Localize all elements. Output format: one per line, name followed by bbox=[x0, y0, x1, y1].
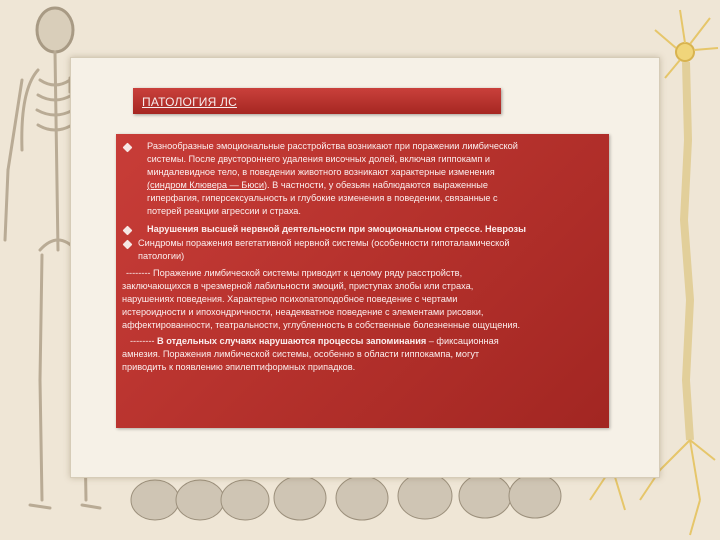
syndrome-link[interactable]: (синдром Клювера — Бюси bbox=[147, 180, 264, 190]
paragraph-2-line-2: амнезия. Поражения лимбической системы, особенно в области гиппокампа, могут bbox=[122, 349, 480, 359]
paragraph-2-rest: – фиксационная bbox=[426, 336, 499, 346]
bullet-1-line-5: гиперфагия, гиперсексуальность и глубокие изменения в поведении, связанные с bbox=[147, 193, 498, 203]
paragraph-2-bold: В отдельных случаях нарушаются процессы запоминания bbox=[157, 336, 427, 346]
skull-row-illustration bbox=[131, 473, 561, 520]
bullet-3-line-1: Синдромы поражения вегетативной нервной системы (особенности гипоталамической bbox=[138, 238, 510, 248]
paragraph-2-line-1 bbox=[130, 335, 499, 348]
bullet-1-line-2: системы. После двустороннего удаления височных долей, включая гиппокамп и bbox=[147, 154, 491, 164]
paragraph-1-line-4: истероидности и ипохондричности, неадекватное поведение с элементами рисовки, bbox=[122, 307, 484, 317]
bullet-1-line-6: потерей реакции агрессии и страха. bbox=[147, 206, 301, 216]
paragraph-1-line-5: аффектированности, театральности, углубленность в собственные болезненные ощущения. bbox=[122, 320, 521, 330]
slide-title: ПАТОЛОГИЯ ЛС bbox=[142, 95, 237, 109]
paragraph-2-line-3: приводить к появлению эпилептиформных припадков. bbox=[122, 362, 356, 372]
paragraph-1-line-1: -------- Поражение лимбической системы приводит к целому ряду расстройств, bbox=[126, 268, 463, 278]
paragraph-1-line-3: нарушениях поведения. Характерно психопатоподобное поведение с чертами bbox=[122, 294, 458, 304]
bullet-1-line-4 bbox=[147, 179, 488, 192]
bullet-2-text: Нарушения высшей нервной деятельности при эмоциональном стрессе. Неврозы bbox=[147, 224, 526, 234]
bullet-1-line-1: Разнообразные эмоциональные расстройства возникают при поражении лимбической bbox=[147, 141, 518, 151]
paragraph-2-dash: -------- bbox=[130, 336, 155, 346]
bullet-1-line-3: миндалевидное тело, в поведении животного возникают характерные изменения bbox=[147, 167, 495, 177]
paragraph-1-line-2: заключающихся в чрезмерной лабильности эмоций, приступах злобы или страха, bbox=[122, 281, 474, 291]
bullet-1-line-4-rest: ). В частности, у обезьян наблюдаются выраженные bbox=[263, 180, 488, 190]
bullet-3-line-2: патологии) bbox=[138, 251, 185, 261]
